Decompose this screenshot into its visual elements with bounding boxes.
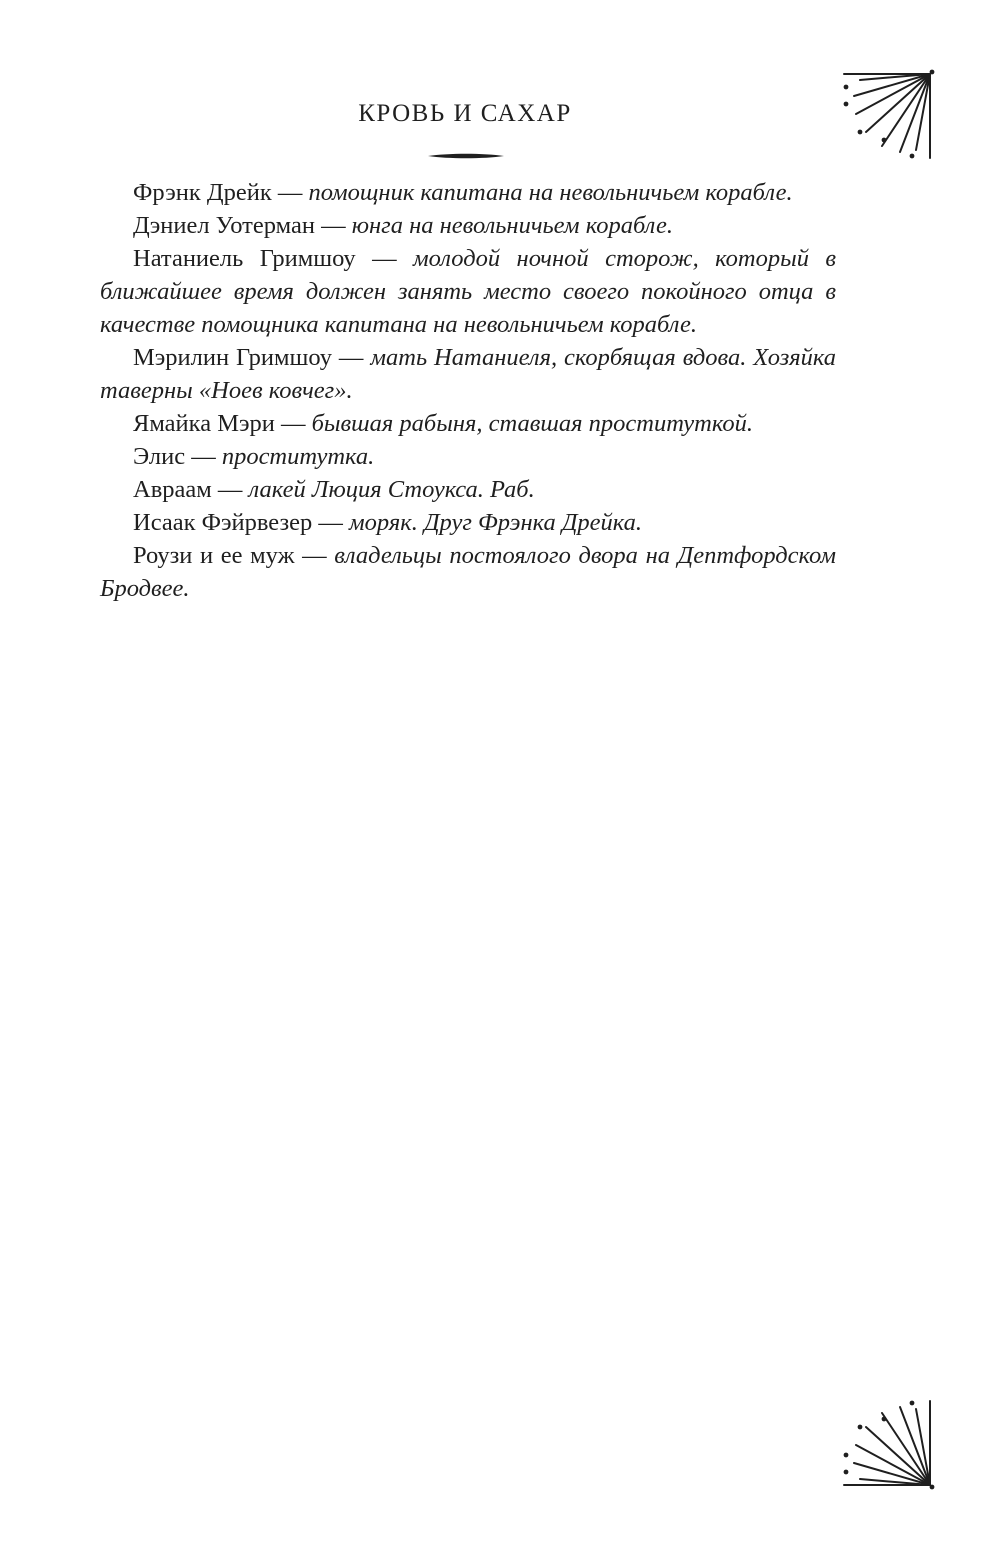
dash-separator: — bbox=[355, 245, 414, 272]
cast-entry bbox=[100, 341, 836, 407]
tapered-rule-shape bbox=[428, 154, 504, 159]
character-description: проститутка. bbox=[221, 443, 375, 470]
character-description: владельцы постоялого двора на Дептфордском Бродвее. bbox=[100, 542, 837, 602]
cast-entry bbox=[100, 176, 836, 209]
dash-separator: — bbox=[185, 443, 222, 470]
character-name: Дэниел Уотерман bbox=[133, 212, 315, 239]
character-description: юнга на невольничьем корабле. bbox=[351, 212, 673, 239]
character-description: моряк. Друг Фрэнка Дрейка. bbox=[349, 509, 643, 536]
cast-entry bbox=[100, 440, 836, 473]
character-description: мать Натаниеля, скорбящая вдова. Хозяйка таверны «Ноев ковчег». bbox=[100, 344, 836, 404]
character-name: Ямайка Мэри bbox=[133, 410, 275, 437]
character-description: лакей Люция Стоукса. Раб. bbox=[248, 476, 535, 503]
dash-separator: — bbox=[211, 476, 249, 503]
character-description: молодой ночной сторож, который в ближайшее время должен занять место своего покойного отца в качестве помощника капитана на невольничьем корабле. bbox=[100, 245, 837, 338]
cast-entry bbox=[100, 506, 836, 539]
sunburst-corner-icon bbox=[840, 1395, 936, 1491]
cast-entry bbox=[100, 242, 836, 341]
cast-entry bbox=[100, 539, 836, 605]
cast-entry bbox=[100, 209, 836, 242]
sunburst-rays bbox=[844, 1401, 930, 1485]
character-name: Натаниель Гримшоу bbox=[133, 245, 356, 272]
character-description: бывшая рабыня, ставшая проституткой. bbox=[311, 410, 754, 437]
cast-list bbox=[100, 176, 836, 605]
character-description: помощник капитана на невольничьем корабле. bbox=[308, 179, 793, 206]
tapered-rule-icon bbox=[428, 150, 504, 162]
character-name: Элис bbox=[133, 443, 186, 470]
dash-separator: — bbox=[271, 179, 309, 206]
character-name: Роузи и ее муж bbox=[133, 542, 295, 569]
character-name: Фрэнк Дрейк bbox=[133, 179, 272, 206]
character-name: Авраам bbox=[133, 476, 212, 503]
dash-separator: — bbox=[312, 509, 350, 536]
dash-separator: — bbox=[314, 212, 352, 239]
cast-entry bbox=[100, 407, 836, 440]
dash-separator: — bbox=[294, 542, 335, 569]
character-name: Исаак Фэйрвезер bbox=[133, 509, 313, 536]
cast-entry bbox=[100, 473, 836, 506]
dash-separator: — bbox=[331, 344, 371, 371]
sunburst-corner-icon bbox=[840, 68, 936, 164]
running-head: КРОВЬ И САХАР bbox=[358, 100, 572, 127]
sunburst-rays bbox=[844, 74, 930, 158]
character-name: Мэрилин Гримшоу bbox=[133, 344, 332, 371]
dash-separator: — bbox=[274, 410, 312, 437]
